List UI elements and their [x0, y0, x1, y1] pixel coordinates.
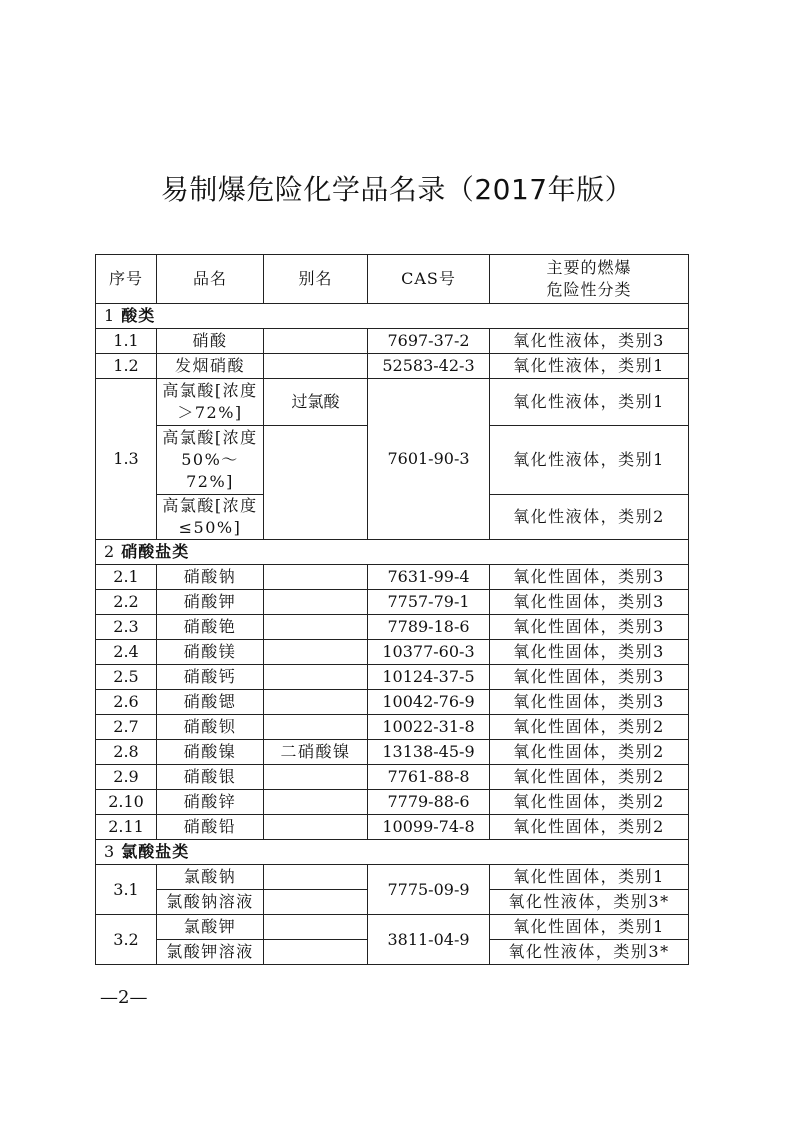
- cell-cas: 10124-37-5: [368, 665, 490, 690]
- cell-category: 氧化性固体，类别3: [490, 690, 689, 715]
- header-cas: CAS号: [368, 255, 490, 304]
- cell-name: 高氯酸[浓度＞72%]: [157, 379, 264, 426]
- cell-category: 氧化性液体，类别1: [490, 379, 689, 426]
- header-alias: 别名: [264, 255, 368, 304]
- cell-seq: 1.3: [96, 379, 157, 540]
- cell-name: 氯酸钾溶液: [157, 940, 264, 965]
- cell-category: 氧化性固体，类别1: [490, 915, 689, 940]
- table-row: [96, 915, 689, 940]
- cell-name: 硝酸钙: [157, 665, 264, 690]
- table-header-row: [96, 255, 689, 304]
- cell-cas: 10099-74-8: [368, 815, 490, 840]
- table-row: [96, 765, 689, 790]
- header-category: 主要的燃爆 危险性分类: [490, 255, 689, 304]
- section-label: 硝酸盐类: [121, 542, 190, 561]
- cell-category: 氧化性液体，类别1: [490, 354, 689, 379]
- cell-cas: 13138-45-9: [368, 740, 490, 765]
- table-row: [96, 565, 689, 590]
- cell-seq: 2.2: [96, 590, 157, 615]
- cell-name: 硝酸镁: [157, 640, 264, 665]
- cell-alias: [264, 765, 368, 790]
- chemicals-table: [95, 254, 689, 965]
- cell-name: 硝酸钡: [157, 715, 264, 740]
- cell-cas: 7775-09-9: [368, 865, 490, 915]
- section-row-3: [96, 840, 689, 865]
- cell-seq: 3.1: [96, 865, 157, 915]
- cell-cas: 3811-04-9: [368, 915, 490, 965]
- table-row: [96, 354, 689, 379]
- cell-name: 硝酸: [157, 329, 264, 354]
- cell-alias: [264, 715, 368, 740]
- section-row-2: [96, 540, 689, 565]
- header-seq: 序号: [96, 255, 157, 304]
- cell-category: 氧化性固体，类别2: [490, 715, 689, 740]
- cell-alias-empty: [264, 426, 368, 540]
- section-row-1: [96, 304, 689, 329]
- cell-cas: 10022-31-8: [368, 715, 490, 740]
- table-row: [96, 640, 689, 665]
- cell-cas: 7761-88-8: [368, 765, 490, 790]
- table-row: [96, 665, 689, 690]
- cell-cas: 7697-37-2: [368, 329, 490, 354]
- cell-category: 氧化性液体，类别2: [490, 495, 689, 540]
- cell-alias: [264, 690, 368, 715]
- cell-seq: 2.10: [96, 790, 157, 815]
- section-title: [96, 304, 689, 329]
- cell-alias: [264, 354, 368, 379]
- cell-seq: 2.1: [96, 565, 157, 590]
- header-name: 品名: [157, 255, 264, 304]
- page-number: —2—: [100, 987, 148, 1008]
- table-row: [96, 865, 689, 890]
- cell-name: 硝酸锶: [157, 690, 264, 715]
- section-number: 1: [104, 306, 116, 325]
- cell-name: 氯酸钾: [157, 915, 264, 940]
- cell-name: 硝酸锌: [157, 790, 264, 815]
- cell-name: 氯酸钠溶液: [157, 890, 264, 915]
- cell-category: 氧化性固体，类别2: [490, 815, 689, 840]
- cell-alias: [264, 565, 368, 590]
- cell-alias: [264, 815, 368, 840]
- cell-alias: [264, 329, 368, 354]
- cell-seq: 1.2: [96, 354, 157, 379]
- cell-name: 高氯酸[浓度≤50%]: [157, 495, 264, 540]
- cell-category: 氧化性固体，类别2: [490, 790, 689, 815]
- cell-name: 硝酸银: [157, 765, 264, 790]
- section-label: 氯酸盐类: [121, 842, 190, 861]
- cell-seq: 1.1: [96, 329, 157, 354]
- cell-alias: [264, 640, 368, 665]
- cell-cas: 7789-18-6: [368, 615, 490, 640]
- section-title: [96, 840, 689, 865]
- cell-alias: [264, 915, 368, 940]
- cell-category: 氧化性固体，类别1: [490, 865, 689, 890]
- section-title: [96, 540, 689, 565]
- cell-cas: 52583-42-3: [368, 354, 490, 379]
- cell-seq: 2.5: [96, 665, 157, 690]
- cell-name: 硝酸钠: [157, 565, 264, 590]
- table-row: [96, 329, 689, 354]
- cell-seq: 2.8: [96, 740, 157, 765]
- table-row: [96, 615, 689, 640]
- cell-category: 氧化性液体，类别1: [490, 426, 689, 495]
- section-number: 3: [104, 842, 116, 861]
- section-label: 酸类: [121, 306, 156, 325]
- cell-alias: 过氯酸: [264, 379, 368, 426]
- page-title: 易制爆危险化学品名录（2017年版）: [160, 173, 634, 206]
- cell-cas: 7779-88-6: [368, 790, 490, 815]
- cell-name: 发烟硝酸: [157, 354, 264, 379]
- cell-cas: 7631-99-4: [368, 565, 490, 590]
- table-row: [96, 815, 689, 840]
- cell-name: 氯酸钠: [157, 865, 264, 890]
- cell-category: 氧化性固体，类别3: [490, 665, 689, 690]
- cell-seq: 3.2: [96, 915, 157, 965]
- cell-name: 高氯酸[浓度50%～72%]: [157, 426, 264, 495]
- cell-name: 硝酸铯: [157, 615, 264, 640]
- cell-cas: 7757-79-1: [368, 590, 490, 615]
- cell-category: 氧化性固体，类别2: [490, 740, 689, 765]
- table-row: [96, 740, 689, 765]
- cell-category: 氧化性固体，类别2: [490, 765, 689, 790]
- cell-seq: 2.6: [96, 690, 157, 715]
- cell-category: 氧化性液体，类别3: [490, 329, 689, 354]
- cell-seq: 2.11: [96, 815, 157, 840]
- cell-category: 氧化性液体，类别3*: [490, 940, 689, 965]
- cell-seq: 2.4: [96, 640, 157, 665]
- cell-name: 硝酸钾: [157, 590, 264, 615]
- cell-alias: [264, 890, 368, 915]
- cell-name: 硝酸镍: [157, 740, 264, 765]
- cell-seq: 2.9: [96, 765, 157, 790]
- cell-cas: 10377-60-3: [368, 640, 490, 665]
- cell-cas: 10042-76-9: [368, 690, 490, 715]
- cell-alias: [264, 615, 368, 640]
- cell-alias: [264, 665, 368, 690]
- cell-seq: 2.3: [96, 615, 157, 640]
- table-row: [96, 715, 689, 740]
- cell-seq: 2.7: [96, 715, 157, 740]
- cell-alias: [264, 790, 368, 815]
- cell-alias: [264, 940, 368, 965]
- cell-alias: [264, 865, 368, 890]
- cell-alias: [264, 590, 368, 615]
- table-row: [96, 690, 689, 715]
- cell-category: 氧化性液体，类别3*: [490, 890, 689, 915]
- table-row: [96, 379, 689, 426]
- cell-category: 氧化性固体，类别3: [490, 590, 689, 615]
- cell-category: 氧化性固体，类别3: [490, 565, 689, 590]
- cell-name: 硝酸铅: [157, 815, 264, 840]
- cell-category: 氧化性固体，类别3: [490, 640, 689, 665]
- cell-alias: 二硝酸镍: [264, 740, 368, 765]
- cell-cas: 7601-90-3: [368, 379, 490, 540]
- table-row: [96, 590, 689, 615]
- cell-category: 氧化性固体，类别3: [490, 615, 689, 640]
- table-row: [96, 790, 689, 815]
- section-number: 2: [104, 542, 116, 561]
